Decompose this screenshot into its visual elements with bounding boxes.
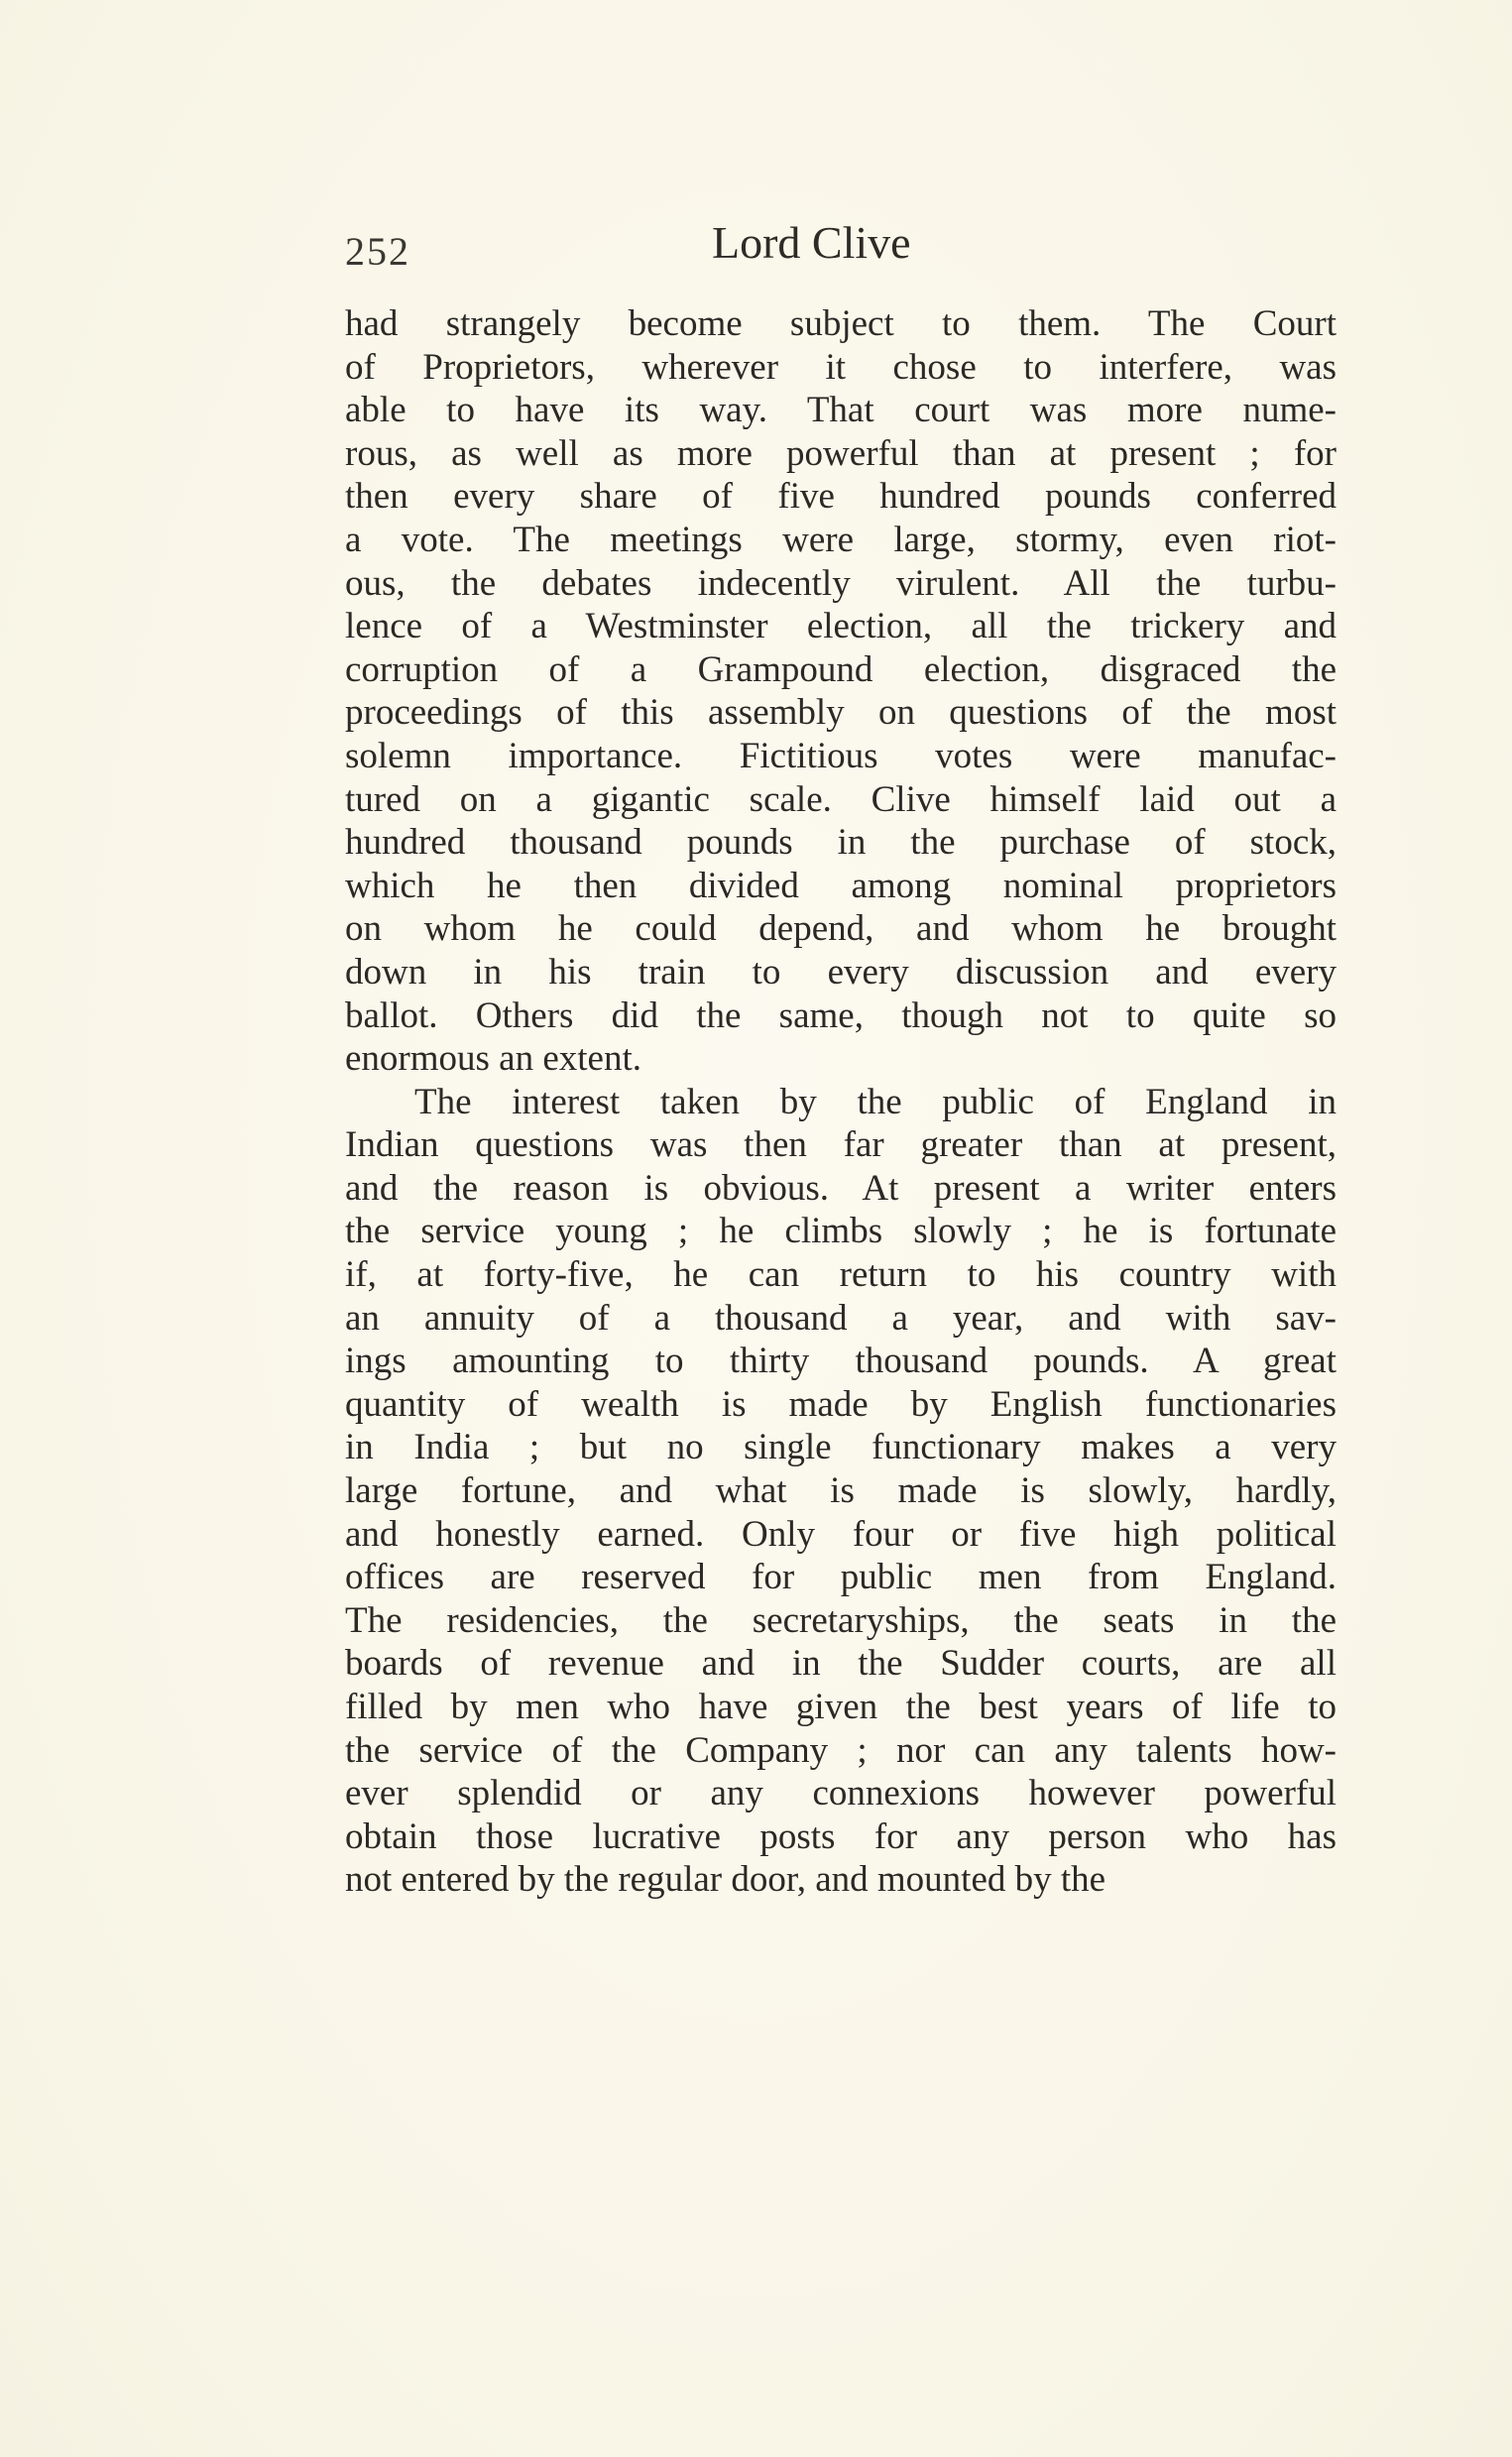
text-line: solemn importance. Fictitious votes were manufac-: [345, 735, 1337, 776]
text-line: enormous an extent.: [345, 1038, 641, 1080]
text-line: ever splendid or any connexions however powerful: [345, 1773, 1337, 1814]
text-line: offices are reserved for public men from England.: [345, 1557, 1337, 1598]
text-line: boards of revenue and in the Sudder courts, are all: [345, 1643, 1337, 1685]
text-line: The residencies, the secretaryships, the seats in the: [345, 1599, 1337, 1641]
text-line: ballot. Others did the same, though not to quite so: [345, 994, 1337, 1036]
text-line: proceedings of this assembly on questions of the most: [345, 692, 1337, 734]
text-line: The interest taken by the public of England in: [414, 1081, 1337, 1122]
text-line: ous, the debates indecently virulent. All the turbu-: [345, 562, 1337, 604]
text-line: quantity of wealth is made by English functionaries: [345, 1383, 1337, 1425]
page-number: 252: [345, 229, 410, 274]
paragraph: [345, 302, 1337, 1081]
text-line: lence of a Westminster election, all the trickery and: [345, 606, 1337, 647]
text-line: then every share of five hundred pounds conferred: [345, 476, 1337, 518]
text-line: on whom he could depend, and whom he brought: [345, 908, 1337, 950]
text-line: hundred thousand pounds in the purchase of stock,: [345, 822, 1337, 864]
text-line: had strangely become subject to them. The Court: [345, 303, 1337, 344]
text-line: able to have its way. That court was more nume-: [345, 390, 1337, 431]
text-line: ings amounting to thirty thousand pounds. A great: [345, 1341, 1337, 1382]
text-line: rous, as well as more powerful than at present ; for: [345, 432, 1337, 474]
text-line: large fortune, and what is made is slowly, hardly,: [345, 1470, 1337, 1512]
text-line: corruption of a Grampound election, disgraced the: [345, 648, 1337, 690]
text-line: which he then divided among nominal proprietors: [345, 865, 1337, 906]
text-line: if, at forty-five, he can return to his country with: [345, 1254, 1337, 1296]
text-line: obtain those lucrative posts for any person who has: [345, 1815, 1337, 1857]
text-line: down in his train to every discussion and every: [345, 951, 1337, 993]
text-line: a vote. The meetings were large, stormy, even riot-: [345, 519, 1337, 560]
paragraph: [345, 1081, 1337, 1902]
text-line: of Proprietors, wherever it chose to interfere, was: [345, 346, 1337, 388]
running-head: [345, 216, 1337, 286]
text-line: and the reason is obvious. At present a writer enters: [345, 1167, 1337, 1209]
running-title: Lord Clive: [712, 217, 911, 268]
body-text: [345, 302, 1337, 1902]
text-line: and honestly earned. Only four or five high political: [345, 1513, 1337, 1555]
text-line: the service young ; he climbs slowly ; he is fortunate: [345, 1211, 1337, 1252]
text-line: filled by men who have given the best years of life to: [345, 1687, 1337, 1727]
text-line: not entered by the regular door, and mounted by the: [345, 1859, 1106, 1901]
text-line: the service of the Company ; nor can any talents how-: [345, 1729, 1337, 1771]
text-line: Indian questions was then far greater than at present,: [345, 1124, 1337, 1166]
text-line: an annuity of a thousand a year, and with sav-: [345, 1297, 1337, 1339]
text-line: tured on a gigantic scale. Clive himself laid out a: [345, 778, 1337, 820]
text-line: in India ; but no single functionary makes a very: [345, 1427, 1337, 1468]
